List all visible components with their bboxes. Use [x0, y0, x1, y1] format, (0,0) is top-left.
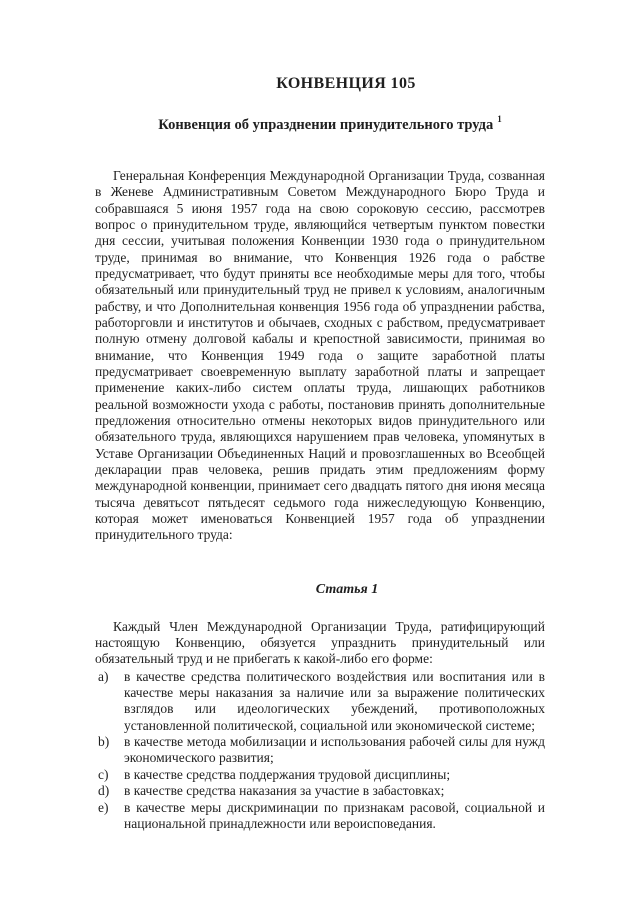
- clause-item-b: [95, 734, 545, 767]
- subtitle-text: Конвенция об упразднении принудительного труда: [158, 116, 494, 133]
- clause-marker: a): [98, 668, 109, 684]
- clause-text: в качестве средства наказания за участие в забастовках;: [124, 783, 445, 799]
- clause-marker: c): [98, 766, 109, 782]
- document-content: [95, 0, 545, 832]
- clause-text: в качестве меры дискриминации по признакам расовой, социальной и национальной принадлежности или вероисповедания.: [124, 799, 545, 831]
- clause-text: в качестве средства политического воздействия или воспитания или в качестве меры наказания за наличие или за выражение политических взглядов или идеологических убеждений, противоположных установленной политической, социальной или экономической системе;: [124, 668, 545, 733]
- article-1-intro: Каждый Член Международной Организации Труда, ратифицирующий настоящую Конвенцию, обязуется упразднить принудительный или обязательный труд и не прибегать к какой-либо его форме:: [95, 618, 545, 667]
- article-1-clause-list: [95, 669, 545, 832]
- clause-item-e: [95, 800, 545, 833]
- clause-item-a: [95, 669, 545, 734]
- document-subtitle: [105, 111, 555, 135]
- clause-text: в качестве средства поддержания трудовой дисциплины;: [124, 766, 451, 782]
- clause-item-c: [95, 767, 545, 783]
- clause-marker: b): [98, 734, 110, 750]
- clause-item-d: [95, 783, 545, 799]
- clause-text: в качестве метода мобилизации и использования рабочей силы для нужд экономического развития;: [124, 734, 545, 766]
- document-title: КОНВЕНЦИЯ 105: [276, 75, 416, 92]
- preamble-paragraph: Генеральная Конференция Международной Организации Труда, созванная в Женеве Административным Советом Международного Бюро Труда и собравшаяся 5 июня 1957 года на свою сороковую сессию, рассмотрев вопрос о принудительном труде, являющийся четвертым пунктом повестки дня сессии, учитывая положения Конвенции 1930 года о принудительном труде, принимая во внимание, что Конвенция 1926 года о рабстве предусматривает, что будут приняты все необходимые меры для того, чтобы обязательный или принудительный труд не привел к условиям, аналогичным рабству, и что Дополнительная конвенция 1956 года об упразднении рабства, работорговли и институтов и обычаев, сходных с рабством, предусматривает полную отмену долговой кабалы и крепостной зависимости, принимая во внимание, что Конвенция 1949 года о защите заработной платы предусматривает своевременную выплату заработной платы и запрещает применение каких-либо систем оплаты труда, лишающих работников реальной возможности ухода с работы, постановив принять дополнительные предложения относительно отмены некоторых видов принудительного или обязательного труда, являющихся нарушением прав человека, упомянутых в Уставе Организации Объединенных Наций и провозглашенных во Всеобщей декларации прав человека, решив придать этим предложениям форму международной конвенции, принимает сего двадцать пятого дня июня месяца тысяча девятьсот пятьдесят седьмого года нижеследующую Конвенцию, которая может именоваться Конвенцией 1957 года об упразднении принудительного труда:: [95, 167, 545, 543]
- article-1-heading: Статья 1: [315, 581, 379, 597]
- footnote-marker: 1: [497, 114, 502, 124]
- clause-marker: e): [98, 799, 109, 815]
- clause-marker: d): [98, 783, 110, 799]
